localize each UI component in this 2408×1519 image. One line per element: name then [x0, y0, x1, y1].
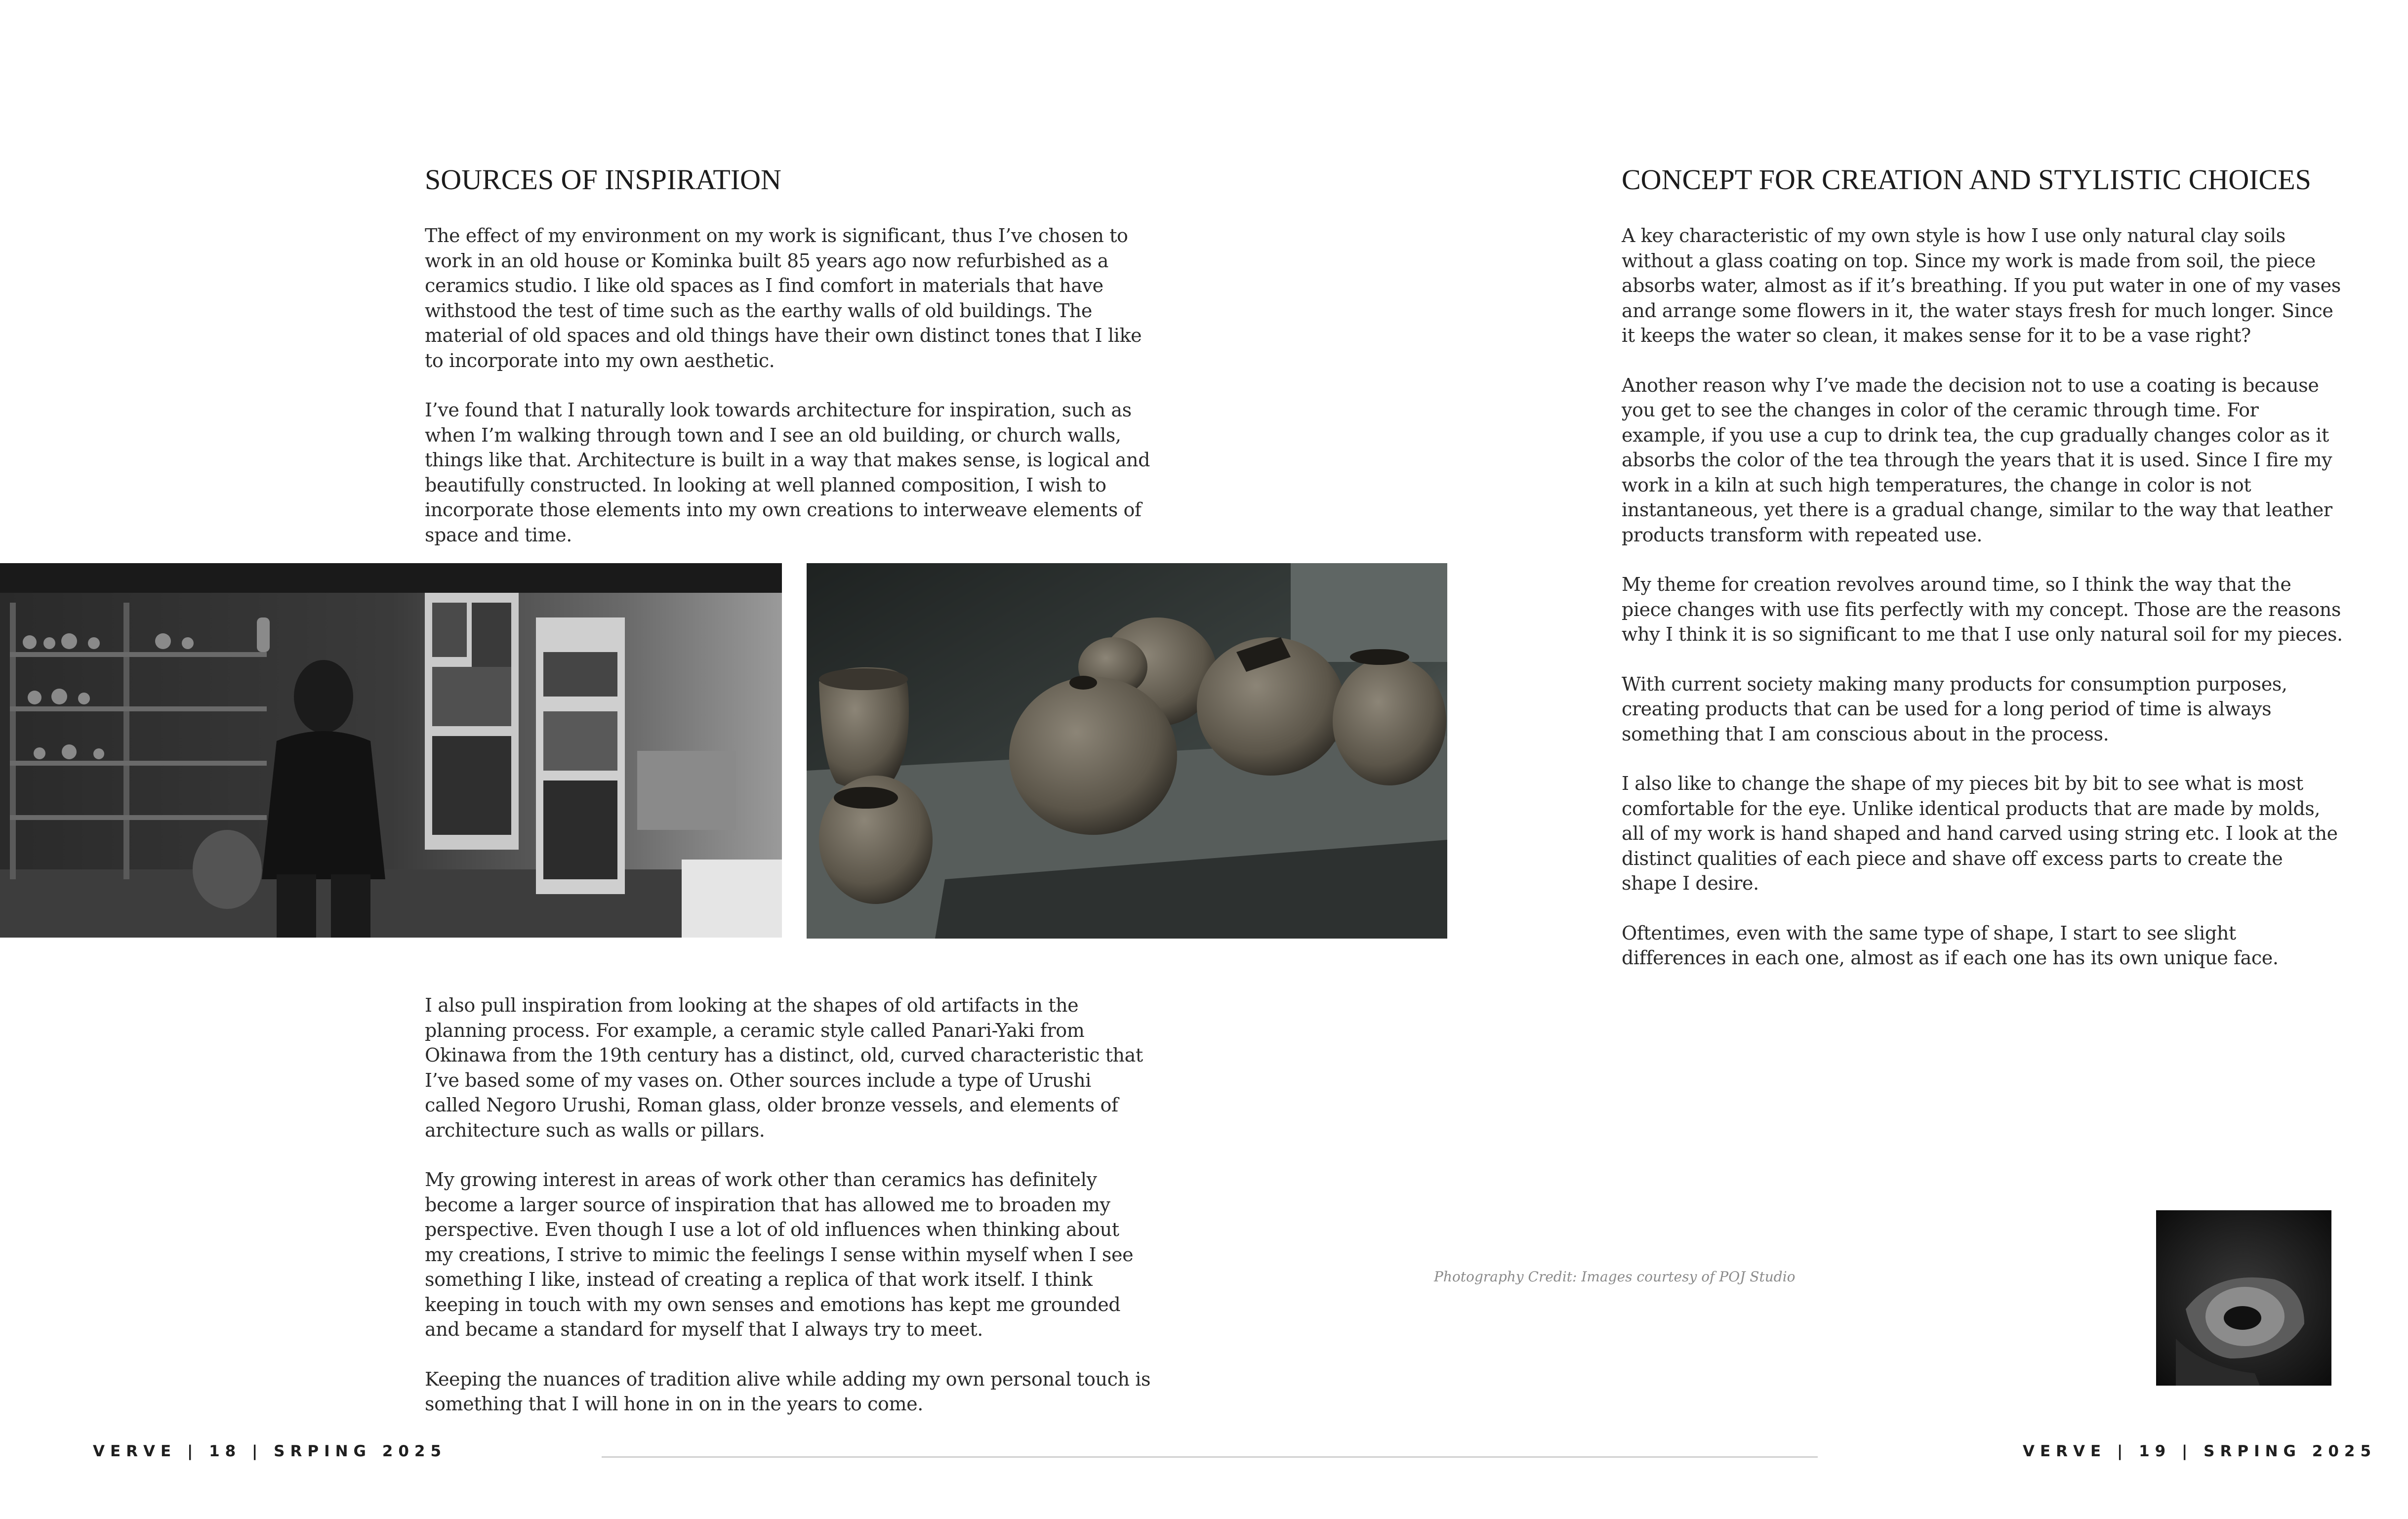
right-folio: VERVE | 19 | SRPING 2025: [2023, 1442, 2377, 1460]
paragraph: I also like to change the shape of my pieces bit by bit to see what is most comfortable for the eye. Unlike identical products that are made by molds, all of my work is hand shaped and hand carved using string etc. I look at the distinct qualities of each piece and shave off excess parts to create the shape I desire.: [1622, 773, 2338, 894]
left-folio: VERVE | 18 | SRPING 2025: [93, 1442, 447, 1460]
paragraph: I’ve found that I naturally look towards architecture for inspiration, such as when I’m walking through town and I see an old building, or church walls, things like that. Architecture is built in a way that makes sense, is logical and beautifully constructed. In looking at well planned composition, I wish to incorporate those elements into my own creations to interweave elements of space and time.: [425, 399, 1150, 546]
paragraph: Keeping the nuances of tradition alive while adding my own personal touch is something that I will hone in on in the years to come.: [425, 1368, 1151, 1415]
photo-credit: Photography Credit: Images courtesy of POJ Studio: [1434, 1269, 1796, 1285]
paragraph: I also pull inspiration from looking at the shapes of old artifacts in the planning process. For example, a ceramic style called Panari-Yaki from Okinawa from the 19th century has a distinct, old, curved characteristic that I’ve based some of my vases on. Other sources include a type of Urushi called Negoro Urushi, Roman glass, older bronze vessels, and elements of architecture such as walls or pillars.: [425, 994, 1143, 1141]
right-column: [1622, 223, 2343, 995]
paragraph: Oftentimes, even with the same type of shape, I start to see slight differences in each one, almost as if each one has its own unique face.: [1622, 922, 2279, 969]
paragraph: With current society making many products for consumption purposes, creating products that can be used for a long period of time is always something that I am conscious about in the process.: [1622, 673, 2287, 745]
footer-divider: [602, 1456, 1818, 1458]
studio-photo: [0, 563, 782, 938]
left-column-bottom: [425, 993, 1151, 1441]
paragraph: Another reason why I’ve made the decision not to use a coating is because you get to see the changes in color of the ceramic through time. For example, if you use a cup to drink tea, the cup gradually changes color as it absorbs the color of the tea through the years that it is used. Since I fire my work in a kiln at such high temperatures, the change in color is not instantaneous, yet there is a gradual change, similar to the way that leather products transform with repeated use.: [1622, 374, 2332, 546]
paragraph: A key characteristic of my own style is how I use only natural clay soils without a glass coating on top. Since my work is made from soil, the piece absorbs water, almost as if it’s breathing. If you put water in one of my vases and arrange some flowers in it, the water stays fresh for much longer. Since it keeps the water so clean, it makes sense for it to be a vase right?: [1622, 225, 2341, 346]
paragraph: My theme for creation revolves around time, so I think the way that the piece changes with use fits perfectly with my concept. Those are the reasons why I think it is so significant to me that I use only natural soil for my pieces.: [1622, 574, 2343, 645]
paragraph: The effect of my environment on my work is significant, thus I’ve chosen to work in an old house or Kominka built 85 years ago now refurbished as a ceramics studio. I like old spaces as I find comfort in materials that have withstood the test of time such as the earthy walls of old buildings. The material of old spaces and old things have their own distinct tones that I like to incorporate into my own aesthetic.: [425, 225, 1142, 371]
paragraph: My growing interest in areas of work other than ceramics has definitely become a larger source of inspiration that has allowed me to broaden my perspective. Even though I use a lot of old influences when thinking about my creations, I strive to mimic the feelings I sense within myself when I see something I like, instead of creating a replica of that work itself. I think keeping in touch with my own senses and emotions has kept me grounded and became a standard for myself that I always try to meet.: [425, 1169, 1134, 1340]
left-column-top: [425, 223, 1151, 572]
right-page-heading: CONCEPT FOR CREATION AND STYLISTIC CHOICES: [1622, 164, 2311, 196]
left-page-heading: SOURCES OF INSPIRATION: [425, 164, 781, 196]
vessels-photo: [807, 563, 1447, 939]
hands-photo: [2156, 1210, 2331, 1386]
